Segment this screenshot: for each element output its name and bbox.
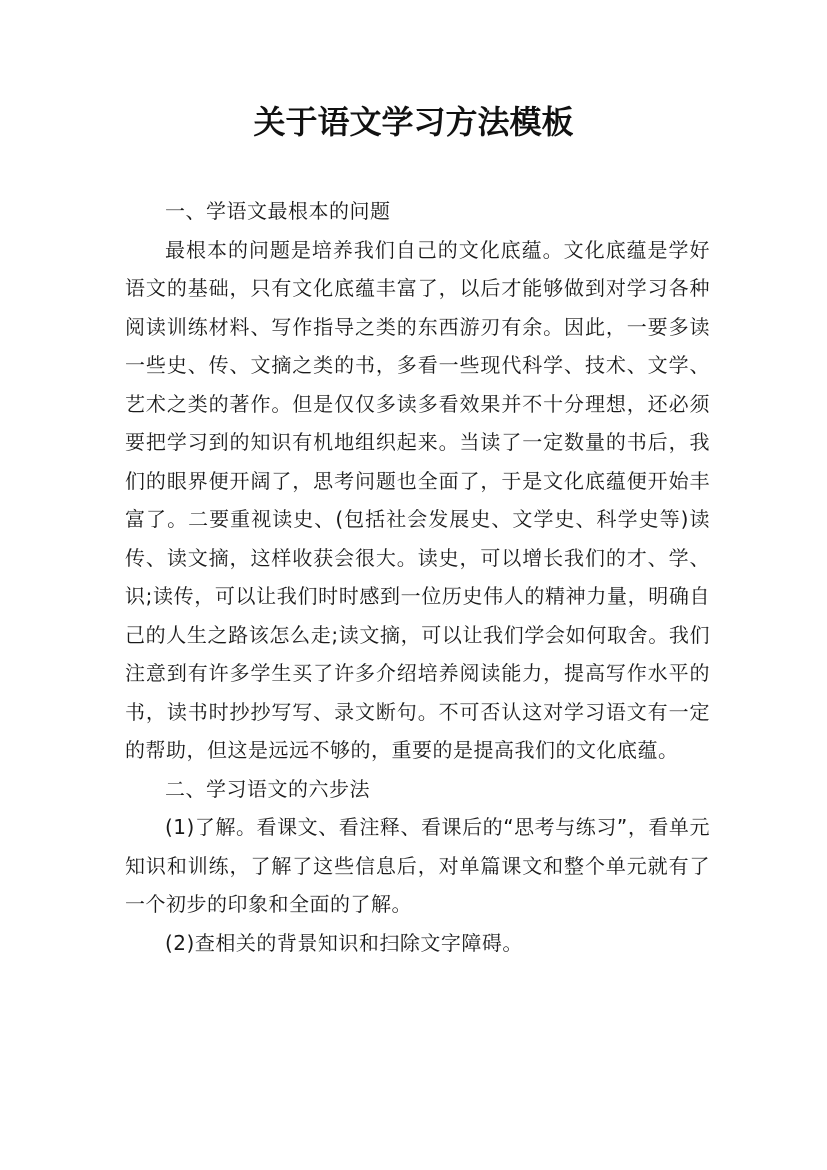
body-paragraph: (1)了解。看课文、看注释、看课后的“思考与练习”，看单元知识和训练，了解了这些信息后，对单篇课文和整个单元就有了一个初步的印象和全面的了解。 — [125, 815, 710, 916]
document-body — [125, 192, 710, 962]
body-paragraph: 最根本的问题是培养我们自己的文化底蕴。文化底蕴是学好语文的基础，只有文化底蕴丰富了，以后才能够做到对学习各种阅读训练材料、写作指导之类的东西游刃有余。因此，一要多读一些史、传、文摘之类的书，多看一些现代科学、技术、文学、艺术之类的著作。但是仅仅多读多看效果并不十分理想，还必须要把学习到的知识有机地组织起来。当读了一定数量的书后，我们的眼界便开阔了，思考问题也全面了，于是文化底蕴便开始丰富了。二要重视读史、(包括社会发展史、文学史、科学史等)读传、读文摘，这样收获会很大。读史，可以增长我们的才、学、识;读传，可以让我们时时感到一位历史伟人的精神力量，明确自己的人生之路该怎么走;读文摘，可以让我们学会如何取舍。我们注意到有许多学生买了许多介绍培养阅读能力，提高写作水平的书，读书时抄抄写写、录文断句。不可否认这对学习语文有一定的帮助，但这是远远不够的，重要的是提高我们的文化底蕴。 — [125, 237, 710, 762]
body-paragraph: (2)查相关的背景知识和扫除文字障碍。 — [165, 930, 523, 955]
document-title: 关于语文学习方法模板 — [253, 103, 574, 141]
section-heading-2: 二、学习语文的六步法 — [165, 776, 370, 801]
section-heading-1: 一、学语文最根本的问题 — [165, 199, 391, 223]
